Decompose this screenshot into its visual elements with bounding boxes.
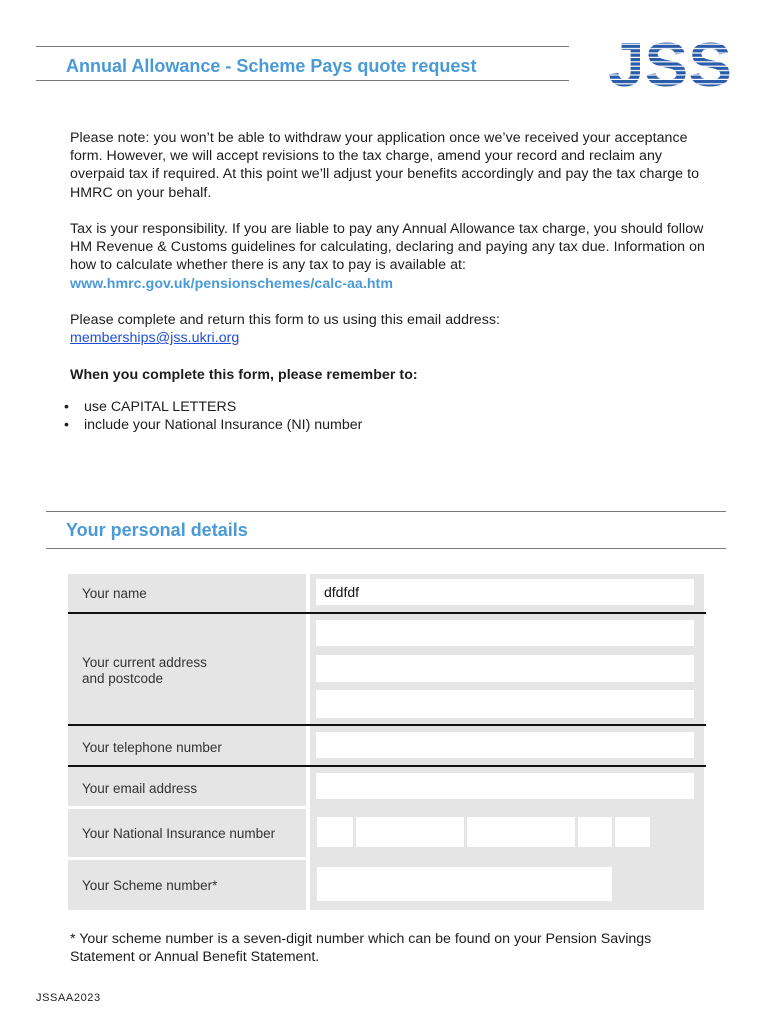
address-line-2-field[interactable] (316, 655, 694, 682)
email-field[interactable] (316, 773, 694, 799)
address-label-line1: Your current address (82, 655, 207, 670)
header-top-rule (36, 46, 569, 47)
ni-label: Your National Insurance number (82, 826, 276, 841)
telephone-label: Your telephone number (82, 740, 222, 755)
telephone-field[interactable] (316, 732, 694, 758)
ni-field-prefix[interactable] (317, 817, 353, 847)
row-separator (68, 724, 706, 726)
page-title: Annual Allowance - Scheme Pays quote request (66, 56, 477, 76)
list-item: • include your National Insurance (NI) number (64, 416, 362, 434)
ni-field-suffix[interactable] (615, 817, 650, 847)
address-line-3-field[interactable] (316, 690, 694, 718)
logo-text: JSS (608, 36, 732, 90)
address-label (82, 655, 207, 687)
header-bottom-rule (36, 80, 569, 81)
email-label: Your email address (82, 781, 198, 796)
jss-logo (606, 36, 734, 90)
email-link[interactable]: memberships@jss.ukri.org (70, 330, 240, 347)
list-item: • use CAPITAL LETTERS (64, 398, 362, 416)
return-text: Please complete and return this form to us using this email address: (70, 312, 501, 328)
section-top-rule (46, 511, 726, 512)
hmrc-link[interactable]: www.hmrc.gov.uk/pensionschemes/calc-aa.htm (70, 275, 393, 292)
scheme-label: Your Scheme number* (82, 878, 218, 893)
name-field[interactable] (316, 579, 694, 605)
intro-note: Please note: you won’t be able to withdraw your application once we’ve received your acceptance form. However, we will accept revisions to the tax charge, amend your record and reclaim any overpaid tax if required. At this point we’ll adjust your benefits accordingly and pay the tax charge to HMRC on your behalf. (70, 130, 700, 201)
address-label-line2: and postcode (82, 671, 164, 686)
form-code: JSSAA2023 (36, 992, 101, 1004)
row-separator (68, 765, 706, 767)
reminder-heading: When you complete this form, please remember to: (70, 367, 418, 383)
scheme-footnote: * Your scheme number is a seven-digit number which can be found on your Pension Savings Statement or Annual Benefit Statement. (70, 931, 652, 966)
reminder-list (64, 398, 362, 434)
row-gap (68, 806, 306, 809)
ni-field-group-3[interactable] (578, 817, 612, 847)
address-line-1-field[interactable] (316, 620, 694, 646)
tax-paragraph (70, 220, 710, 293)
name-label: Your name (82, 586, 147, 601)
section-bottom-rule (46, 548, 726, 549)
tax-text: Tax is your responsibility. If you are liable to pay any Annual Allowance tax charge, you should follow HM Revenue & Customs guidelines for calculating, declaring and paying any tax due. Information on how to calculate whether there is any tax to pay is available at: (70, 221, 705, 274)
row-gap (68, 857, 306, 860)
row-separator (68, 612, 706, 614)
return-paragraph (70, 311, 710, 347)
ni-field-group-2[interactable] (467, 817, 575, 847)
section-title: Your personal details (66, 520, 248, 540)
ni-field-group-1[interactable] (356, 817, 464, 847)
scheme-number-field[interactable] (317, 867, 612, 901)
